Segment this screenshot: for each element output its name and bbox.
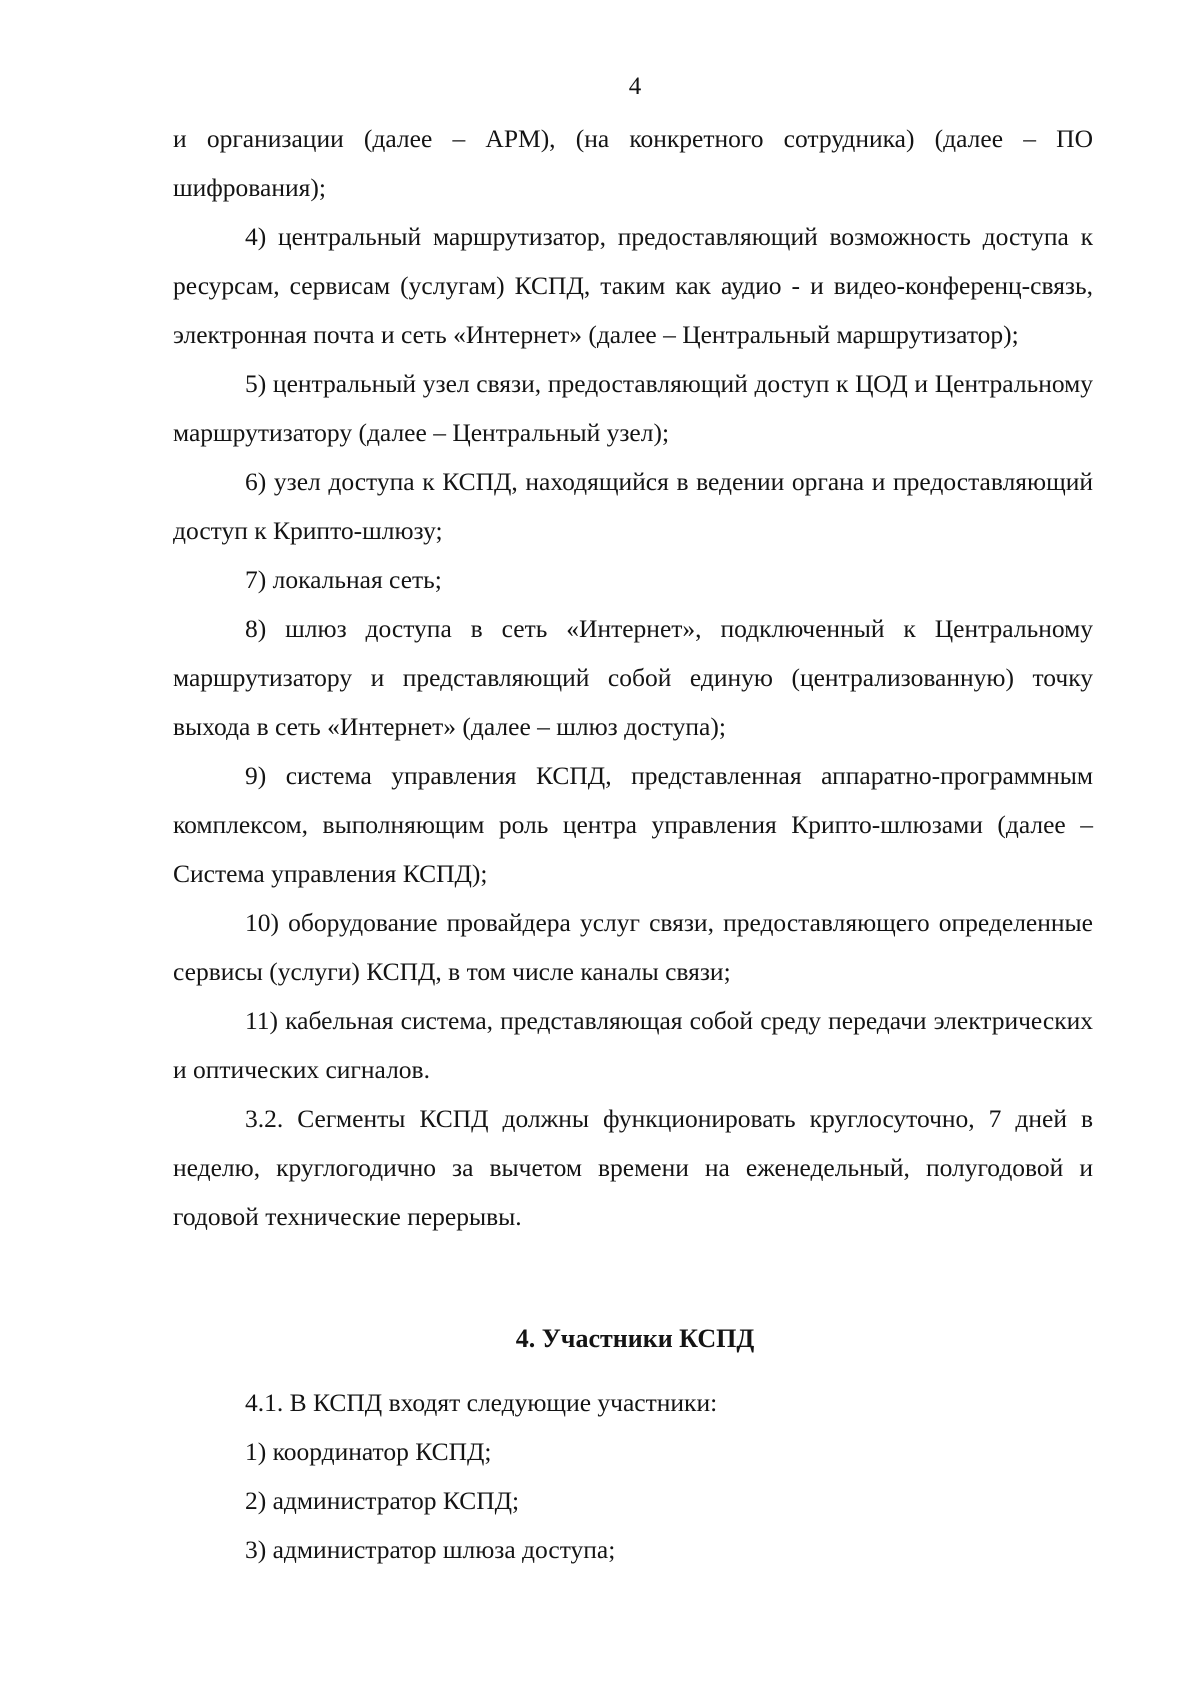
paragraph: 11) кабельная система, представляющая собой среду передачи электрических и оптических сигналов. <box>173 1006 1093 1084</box>
list-item: 2) администратор КСПД; <box>245 1486 520 1515</box>
page-number: 4 <box>628 73 642 100</box>
participants-list <box>173 1378 1093 1574</box>
paragraph: и организации (далее – АРМ), (на конкретного сотрудника) (далее – ПО шифрования); <box>173 124 1093 202</box>
list-item: 1) координатор КСПД; <box>245 1437 492 1466</box>
list-item: 3) администратор шлюза доступа; <box>245 1535 616 1564</box>
body-text <box>173 114 1093 1241</box>
paragraph: 5) центральный узел связи, предоставляющий доступ к ЦОД и Центральному маршрутизатору (далее – Центральный узел); <box>173 369 1093 447</box>
paragraph: 9) система управления КСПД, представленная аппаратно-программным комплексом, выполняющим роль центра управления Крипто-шлюзами (далее – Система управления КСПД); <box>173 761 1093 888</box>
paragraph: 8) шлюз доступа в сеть «Интернет», подключенный к Центральному маршрутизатору и представляющий собой единую (централизованную) точку выхода в сеть «Интернет» (далее – шлюз доступа); <box>173 614 1093 741</box>
paragraph: 7) локальная сеть; <box>245 565 442 594</box>
paragraph: 3.2. Сегменты КСПД должны функционировать круглосуточно, 7 дней в неделю, круглогодично за вычетом времени на еженедельный, полугодовой и годовой технические перерывы. <box>173 1104 1093 1231</box>
paragraph: 6) узел доступа к КСПД, находящийся в ведении органа и предоставляющий доступ к Крипто-шлюзу; <box>173 467 1093 545</box>
paragraph: 4) центральный маршрутизатор, предоставляющий возможность доступа к ресурсам, сервисам (услугам) КСПД, таким как аудио - и видео-конференц-связь, электронная почта и сеть «Интернет» (далее – Центральный маршрутизатор); <box>173 222 1093 349</box>
list-item: 4.1. В КСПД входят следующие участники: <box>245 1388 718 1417</box>
paragraph: 10) оборудование провайдера услуг связи, предоставляющего определенные сервисы (услуги) КСПД, в том числе каналы связи; <box>173 908 1093 986</box>
section-heading: 4. Участники КСПД <box>515 1324 755 1353</box>
